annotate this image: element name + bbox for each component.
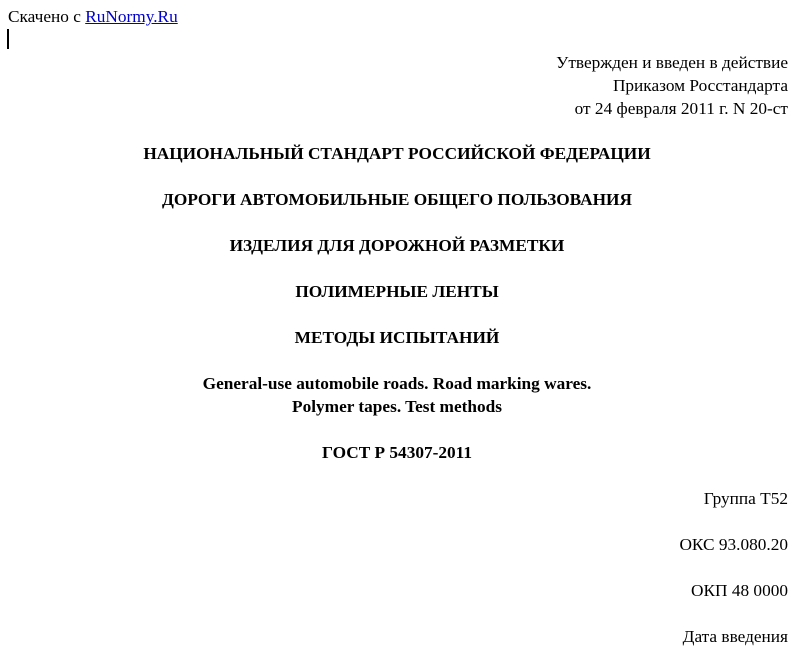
oks-code: ОКС 93.080.20	[679, 535, 788, 554]
text-cursor	[7, 29, 9, 49]
english-title-line-1: General-use automobile roads. Road marking wares.	[202, 374, 592, 393]
source-line	[8, 5, 178, 28]
title-tapes: ПОЛИМЕРНЫЕ ЛЕНТЫ	[295, 282, 499, 301]
runormy-link[interactable]: RuNormy.Ru	[85, 7, 178, 26]
intro-date-label: Дата введения	[682, 627, 788, 646]
title-methods: МЕТОДЫ ИСПЫТАНИЙ	[294, 328, 500, 347]
gost-number: ГОСТ Р 54307-2011	[322, 443, 472, 462]
title-products: ИЗДЕЛИЯ ДЛЯ ДОРОЖНОЙ РАЗМЕТКИ	[229, 236, 565, 255]
source-prefix: Скачено с	[8, 7, 81, 26]
title-national-standard: НАЦИОНАЛЬНЫЙ СТАНДАРТ РОССИЙСКОЙ ФЕДЕРАЦИИ	[143, 144, 651, 163]
title-roads: ДОРОГИ АВТОМОБИЛЬНЫЕ ОБЩЕГО ПОЛЬЗОВАНИЯ	[162, 190, 632, 209]
approval-line-2: Приказом Росстандарта	[612, 76, 788, 95]
group-code: Группа Т52	[703, 489, 788, 508]
approval-line-3: от 24 февраля 2011 г. N 20-ст	[574, 99, 788, 118]
approval-line-1: Утвержден и введен в действие	[556, 53, 788, 72]
okp-code: ОКП 48 0000	[691, 581, 788, 600]
english-title-line-2: Polymer tapes. Test methods	[292, 397, 502, 416]
